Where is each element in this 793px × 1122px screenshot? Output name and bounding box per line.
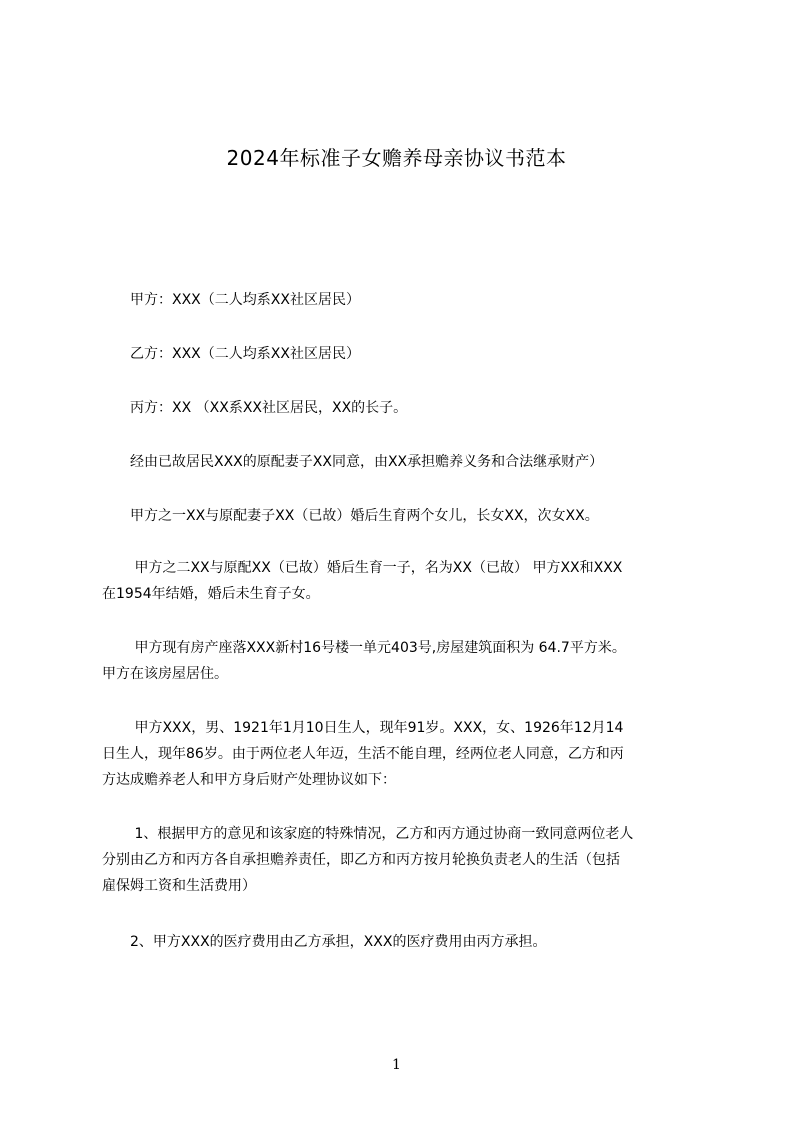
text-line: 甲方现有房产座落XXX新村16号楼一单元403号,房屋建筑面积为 64.7平方米。 (102, 640, 626, 656)
paragraph-consent (102, 449, 702, 475)
text-line: 分别由乙方和丙方各自承担赡养责任，即乙方和丙方按月轮换负责老人的生活（包括 (102, 852, 620, 868)
text-line: 雇保姆工资和生活费用） (102, 878, 256, 894)
paragraph-party-a (102, 287, 702, 313)
text-line: 日生人，现年86岁。由于两位老人年迈，生活不能自理，经两位老人同意，乙方和丙 (102, 746, 624, 762)
text-line: 甲方之一XX与原配妻子XX（已故）婚后生育两个女儿，长女XX，次女XX。 (102, 508, 599, 524)
paragraph-party-c (102, 395, 702, 421)
text-line: 甲方XXX，男、1921年1月10日生人，现年91岁。XXX，女、1926年12月14 (102, 720, 624, 736)
text-line: 2、甲方XXX的医疗费用由乙方承担，XXX的医疗费用由丙方承担。 (102, 934, 547, 950)
text-line: 甲方之二XX与原配XX（已故）婚后生育一子，名为XX（已故） 甲方XX和XXX (102, 560, 623, 576)
text-line: 丙方：XX （XX系XX社区居民，XX的长子。 (102, 400, 408, 416)
text-line: 甲方在该房屋居住。 (102, 666, 228, 682)
text-line: 1、根据甲方的意见和该家庭的特殊情况，乙方和丙方通过协商一致同意两位老人 (102, 826, 634, 842)
text-line: 甲方：XXX（二人均系XX社区居民） (102, 292, 360, 308)
paragraph-party-a-two (102, 555, 702, 607)
page-number: 1 (392, 1057, 401, 1073)
text-line: 在1954年结婚，婚后未生育子女。 (102, 586, 320, 602)
document-title: 2024年标准子女赡养母亲协议书范本 (226, 146, 567, 170)
paragraph-party-b (102, 341, 702, 367)
text-line: 乙方：XXX（二人均系XX社区居民） (102, 346, 360, 362)
paragraph-clause-2 (102, 929, 702, 955)
text-line: 方达成赡养老人和甲方身后财产处理协议如下： (102, 772, 396, 788)
text-line: 经由已故居民XXX的原配妻子XX同意，由XX承担赡养义务和合法继承财产） (102, 454, 604, 470)
paragraph-property (102, 635, 702, 687)
paragraph-clause-1 (102, 821, 702, 899)
paragraph-elders (102, 715, 702, 793)
paragraph-party-a-one (102, 503, 702, 529)
